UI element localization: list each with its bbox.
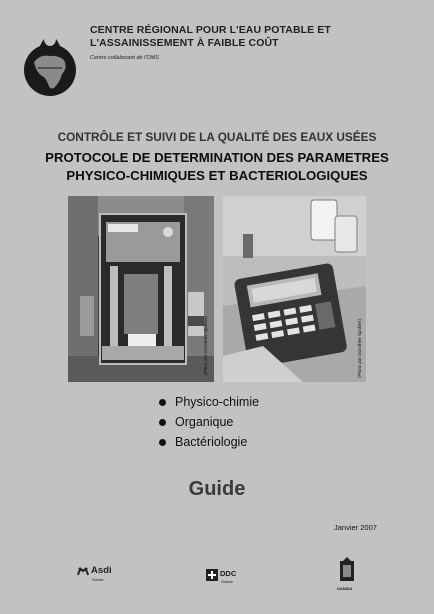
list-item: [159, 435, 359, 455]
danida-label: DANIDA: [337, 586, 353, 591]
ddc-subtitle: Suisse: [221, 579, 234, 584]
guide-label: Guide: [188, 478, 246, 500]
photo-credit-left: (Photo par Dorothée Spuhler): [203, 315, 208, 375]
photo-credit-right: (Photo par Dorothée Spuhler): [357, 318, 362, 378]
photo-lab-apparatus: [68, 196, 214, 382]
organization-name-line-2: L'ASSAINISSEMENT À FAIBLE COÛT: [90, 37, 279, 49]
organization-name-line-1: CENTRE RÉGIONAL POUR L'EAU POTABLE ET: [90, 24, 331, 36]
asdi-subtitle: Suède: [92, 577, 104, 582]
ddc-label: DDC: [220, 569, 237, 578]
organization-subline: Centre collaborant de l'OMS: [90, 55, 159, 61]
bullet-icon: [159, 439, 166, 446]
topic-list: [159, 395, 359, 455]
bullet-icon: [159, 399, 166, 406]
publication-date: Janvier 2007: [334, 523, 377, 532]
list-item-label: Physico-chimie: [175, 395, 260, 409]
list-item: [159, 415, 359, 435]
bullet-icon: [159, 419, 166, 426]
photo-handheld-meter: [223, 196, 366, 382]
document-title-line-2: PROTOCOLE DE DETERMINATION DES PARAMETRES: [45, 150, 389, 165]
asdi-logo-icon: [76, 565, 90, 579]
document-title-line-1: CONTRÔLE ET SUIVI DE LA QUALITÉ DES EAUX USÉES: [57, 130, 377, 144]
swiss-cross-icon: [206, 569, 218, 581]
list-item-label: Organique: [175, 415, 234, 429]
asdi-label: Asdi: [91, 565, 112, 576]
list-item-label: Bactériologie: [175, 435, 248, 449]
list-item: [159, 395, 359, 415]
crepa-logo-icon: [18, 24, 82, 100]
document-title-line-3: PHYSICO-CHIMIQUES ET BACTERIOLOGIQUES: [66, 168, 368, 183]
danida-crest-icon: [339, 557, 355, 583]
organization-name: [90, 24, 410, 50]
